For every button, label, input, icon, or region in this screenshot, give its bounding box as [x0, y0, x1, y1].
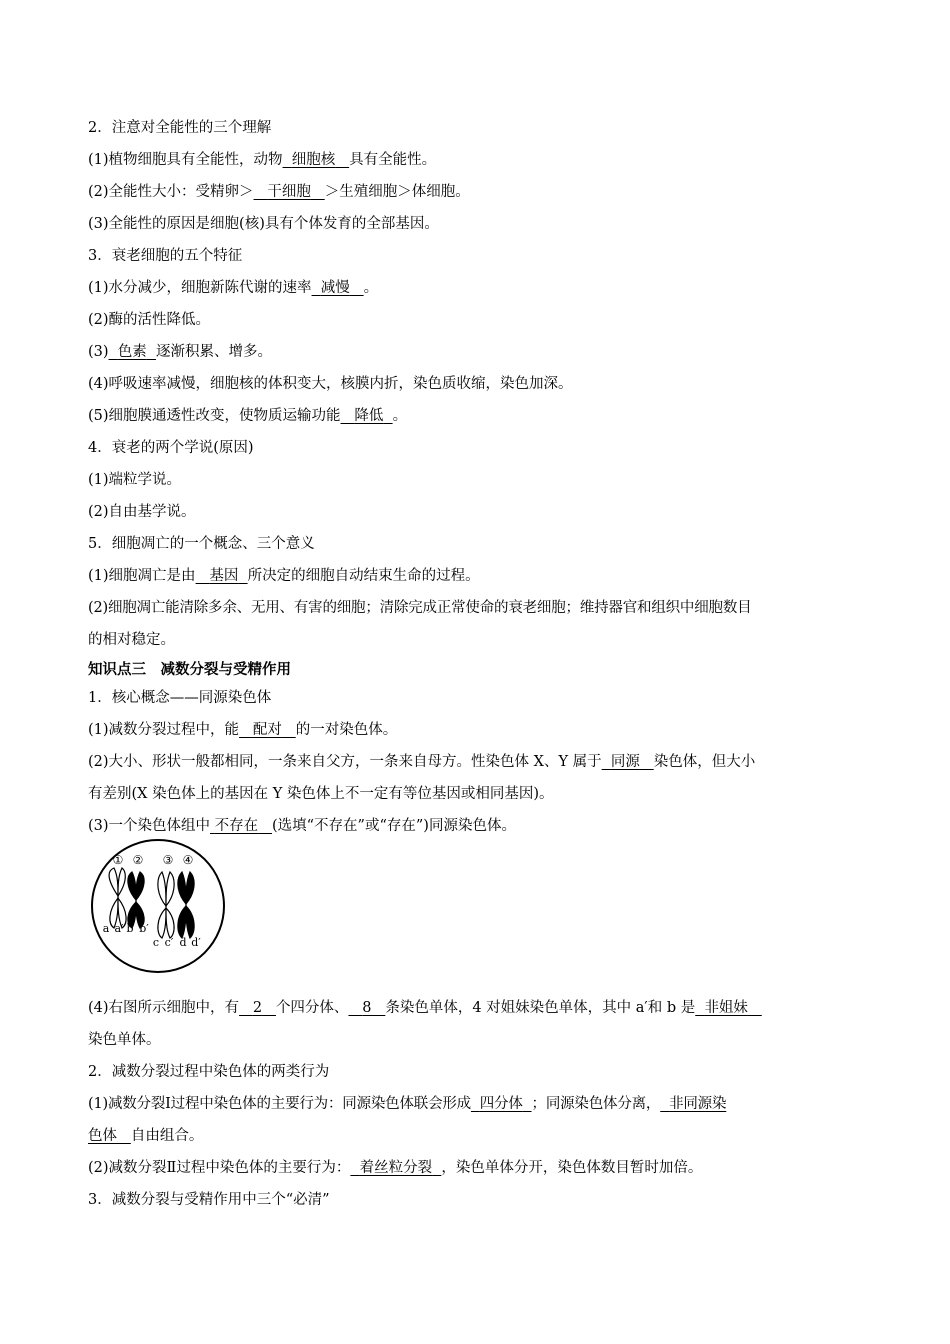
- k3-item-2-cont: 有差别(X 染色体上的基因在 Y 染色体上不一定有等位基因或相同基因)。: [88, 786, 554, 802]
- label-c: c: [152, 936, 160, 949]
- k3-behavior-1: [88, 1094, 868, 1114]
- text: (2)全能性大小：受精卵＞: [88, 184, 254, 200]
- cell-chromosome-figure: [88, 836, 228, 976]
- label-b-prime: b′: [139, 922, 149, 935]
- text: ＞生殖细胞＞体细胞。: [324, 184, 470, 200]
- answer-text: 配对: [252, 722, 282, 738]
- s5-item-2-cont: 的相对稳定。: [88, 632, 175, 648]
- chromosome-4: [178, 872, 194, 938]
- k3-item-1: [88, 720, 868, 740]
- text: 逐渐积累、增多。: [155, 344, 272, 360]
- label-c-prime: c′: [164, 936, 174, 949]
- section-5-heading: 5．细胞凋亡的一个概念、三个意义: [88, 536, 315, 552]
- k3-item-3: [88, 816, 868, 836]
- s3-item-3: [88, 342, 868, 362]
- text: ，染色单体分开，染色体数目暂时加倍。: [441, 1160, 703, 1176]
- s4-item-1: (1)端粒学说。: [88, 472, 182, 488]
- answer-text: 8: [362, 1000, 372, 1016]
- answer-blank: [210, 818, 272, 834]
- s3-item-1: [88, 278, 868, 298]
- answer-blank: [695, 1000, 762, 1016]
- text: 具有全能性。: [349, 152, 437, 168]
- answer-blank: [254, 184, 325, 200]
- k3-item-4: [88, 998, 868, 1018]
- chromosome-1: [109, 868, 126, 928]
- answer-blank: [88, 1128, 131, 1144]
- text: (2)大小、形状一般都相同，一条来自父方，一条来自母方。性染色体 X、Y 属于: [88, 754, 602, 770]
- section-2-heading: 2．注意对全能性的三个理解: [88, 120, 272, 136]
- text: 。: [363, 280, 379, 296]
- k3-heading-3: 3．减数分裂与受精作用中三个“必清”: [88, 1192, 330, 1208]
- knowledge-point-3-title: 知识点三 减数分裂与受精作用: [88, 661, 291, 678]
- label-4: ④: [182, 853, 194, 867]
- label-2: ②: [132, 853, 144, 867]
- chromosome-2: [128, 872, 144, 928]
- answer-blank: [341, 408, 393, 424]
- answer-blank: [602, 754, 654, 770]
- text: (选填“不存在”或“存在”)同源染色体。: [271, 818, 516, 834]
- text: (4)右图所示细胞中，有: [88, 1000, 240, 1016]
- answer-text: 色体: [88, 1128, 117, 1144]
- answer-blank: [239, 1000, 276, 1016]
- k3-heading-1: 1．核心概念——同源染色体: [88, 690, 272, 706]
- text: ；同源染色体分离，: [531, 1096, 661, 1112]
- text: 。: [392, 408, 408, 424]
- section-3-heading: 3．衰老细胞的五个特征: [88, 248, 243, 264]
- label-b: b: [126, 922, 134, 935]
- answer-text: 2: [252, 1000, 263, 1016]
- text: 个四分体、: [275, 1000, 349, 1016]
- answer-text: 同源: [610, 754, 640, 770]
- text: (1)植物细胞具有全能性，动物: [88, 152, 283, 168]
- answer-blank: [471, 1096, 532, 1112]
- answer-blank: [239, 722, 296, 738]
- text: 所决定的细胞自动结束生命的过程。: [247, 568, 480, 584]
- k3-heading-2: 2．减数分裂过程中染色体的两类行为: [88, 1064, 330, 1080]
- answer-text: 不存在: [214, 818, 259, 834]
- text: 自由组合。: [130, 1128, 204, 1144]
- answer-text: 干细胞: [267, 184, 311, 200]
- section-4-heading: 4．衰老的两个学说(原因): [88, 440, 254, 456]
- k3-behavior-2: [88, 1158, 868, 1178]
- k3-item-4-cont: 染色单体。: [88, 1032, 161, 1048]
- label-a: a: [102, 922, 110, 935]
- label-a-prime: a′: [114, 922, 124, 935]
- s2-item-1: [88, 150, 868, 170]
- label-d-prime: d′: [191, 936, 201, 949]
- k3-item-2: [88, 752, 868, 772]
- answer-text: 减慢: [320, 280, 350, 296]
- text: (2)减数分裂Ⅱ过程中染色体的主要行为：: [88, 1160, 351, 1176]
- answer-blank: [348, 1000, 385, 1016]
- text: (5)细胞膜通透性改变，使物质运输功能: [88, 408, 341, 424]
- answer-text: 降低: [354, 408, 384, 424]
- s3-item-2: (2)酶的活性降低。: [88, 312, 211, 328]
- s5-item-2: (2)细胞凋亡能清除多余、无用、有害的细胞；清除完成正常使命的衰老细胞；维持器官和组织中细胞数目: [88, 600, 752, 616]
- answer-text: 四分体: [479, 1096, 523, 1112]
- s5-item-1: [88, 566, 868, 586]
- chromosome-3: [158, 872, 174, 938]
- s3-item-4: (4)呼吸速率减慢，细胞核的体积变大，核膜内折，染色质收缩，染色加深。: [88, 376, 573, 392]
- s3-item-5: [88, 406, 868, 426]
- text: (1)减数分裂Ⅰ过程中染色体的主要行为：同源染色体联会形成: [88, 1096, 471, 1112]
- answer-text: 非同源染: [669, 1096, 727, 1112]
- answer-text: 非姐妹: [704, 1000, 748, 1016]
- text: (3)一个染色体组中: [88, 818, 211, 834]
- text: (1)水分减少，细胞新陈代谢的速率: [88, 280, 312, 296]
- label-1: ①: [112, 853, 124, 867]
- s4-item-2: (2)自由基学说。: [88, 504, 196, 520]
- text: (1)减数分裂过程中，能: [88, 722, 240, 738]
- answer-blank: [196, 568, 248, 584]
- text: 的一对染色体。: [295, 722, 398, 738]
- label-3: ③: [162, 853, 174, 867]
- text: (3): [88, 344, 109, 360]
- label-d: d: [179, 936, 187, 949]
- s2-item-3: (3)全能性的原因是细胞(核)具有个体发育的全部基因。: [88, 216, 439, 232]
- text: (1)细胞凋亡是由: [88, 568, 196, 584]
- answer-text: 色素: [117, 344, 147, 360]
- s2-item-2: [88, 182, 868, 202]
- answer-text: 着丝粒分裂: [359, 1160, 433, 1176]
- answer-blank: [350, 1160, 441, 1176]
- answer-blank: [109, 344, 156, 360]
- answer-blank: [312, 280, 364, 296]
- text: 染色体，但大小: [653, 754, 756, 770]
- answer-text: 细胞核: [291, 152, 336, 168]
- answer-text: 基因: [209, 568, 239, 584]
- k3-behavior-1-cont: [88, 1126, 868, 1146]
- text: 条染色单体，4 对姐妹染色单体，其中 a′和 b 是: [385, 1000, 696, 1016]
- answer-blank: [283, 152, 350, 168]
- answer-blank: [660, 1096, 726, 1112]
